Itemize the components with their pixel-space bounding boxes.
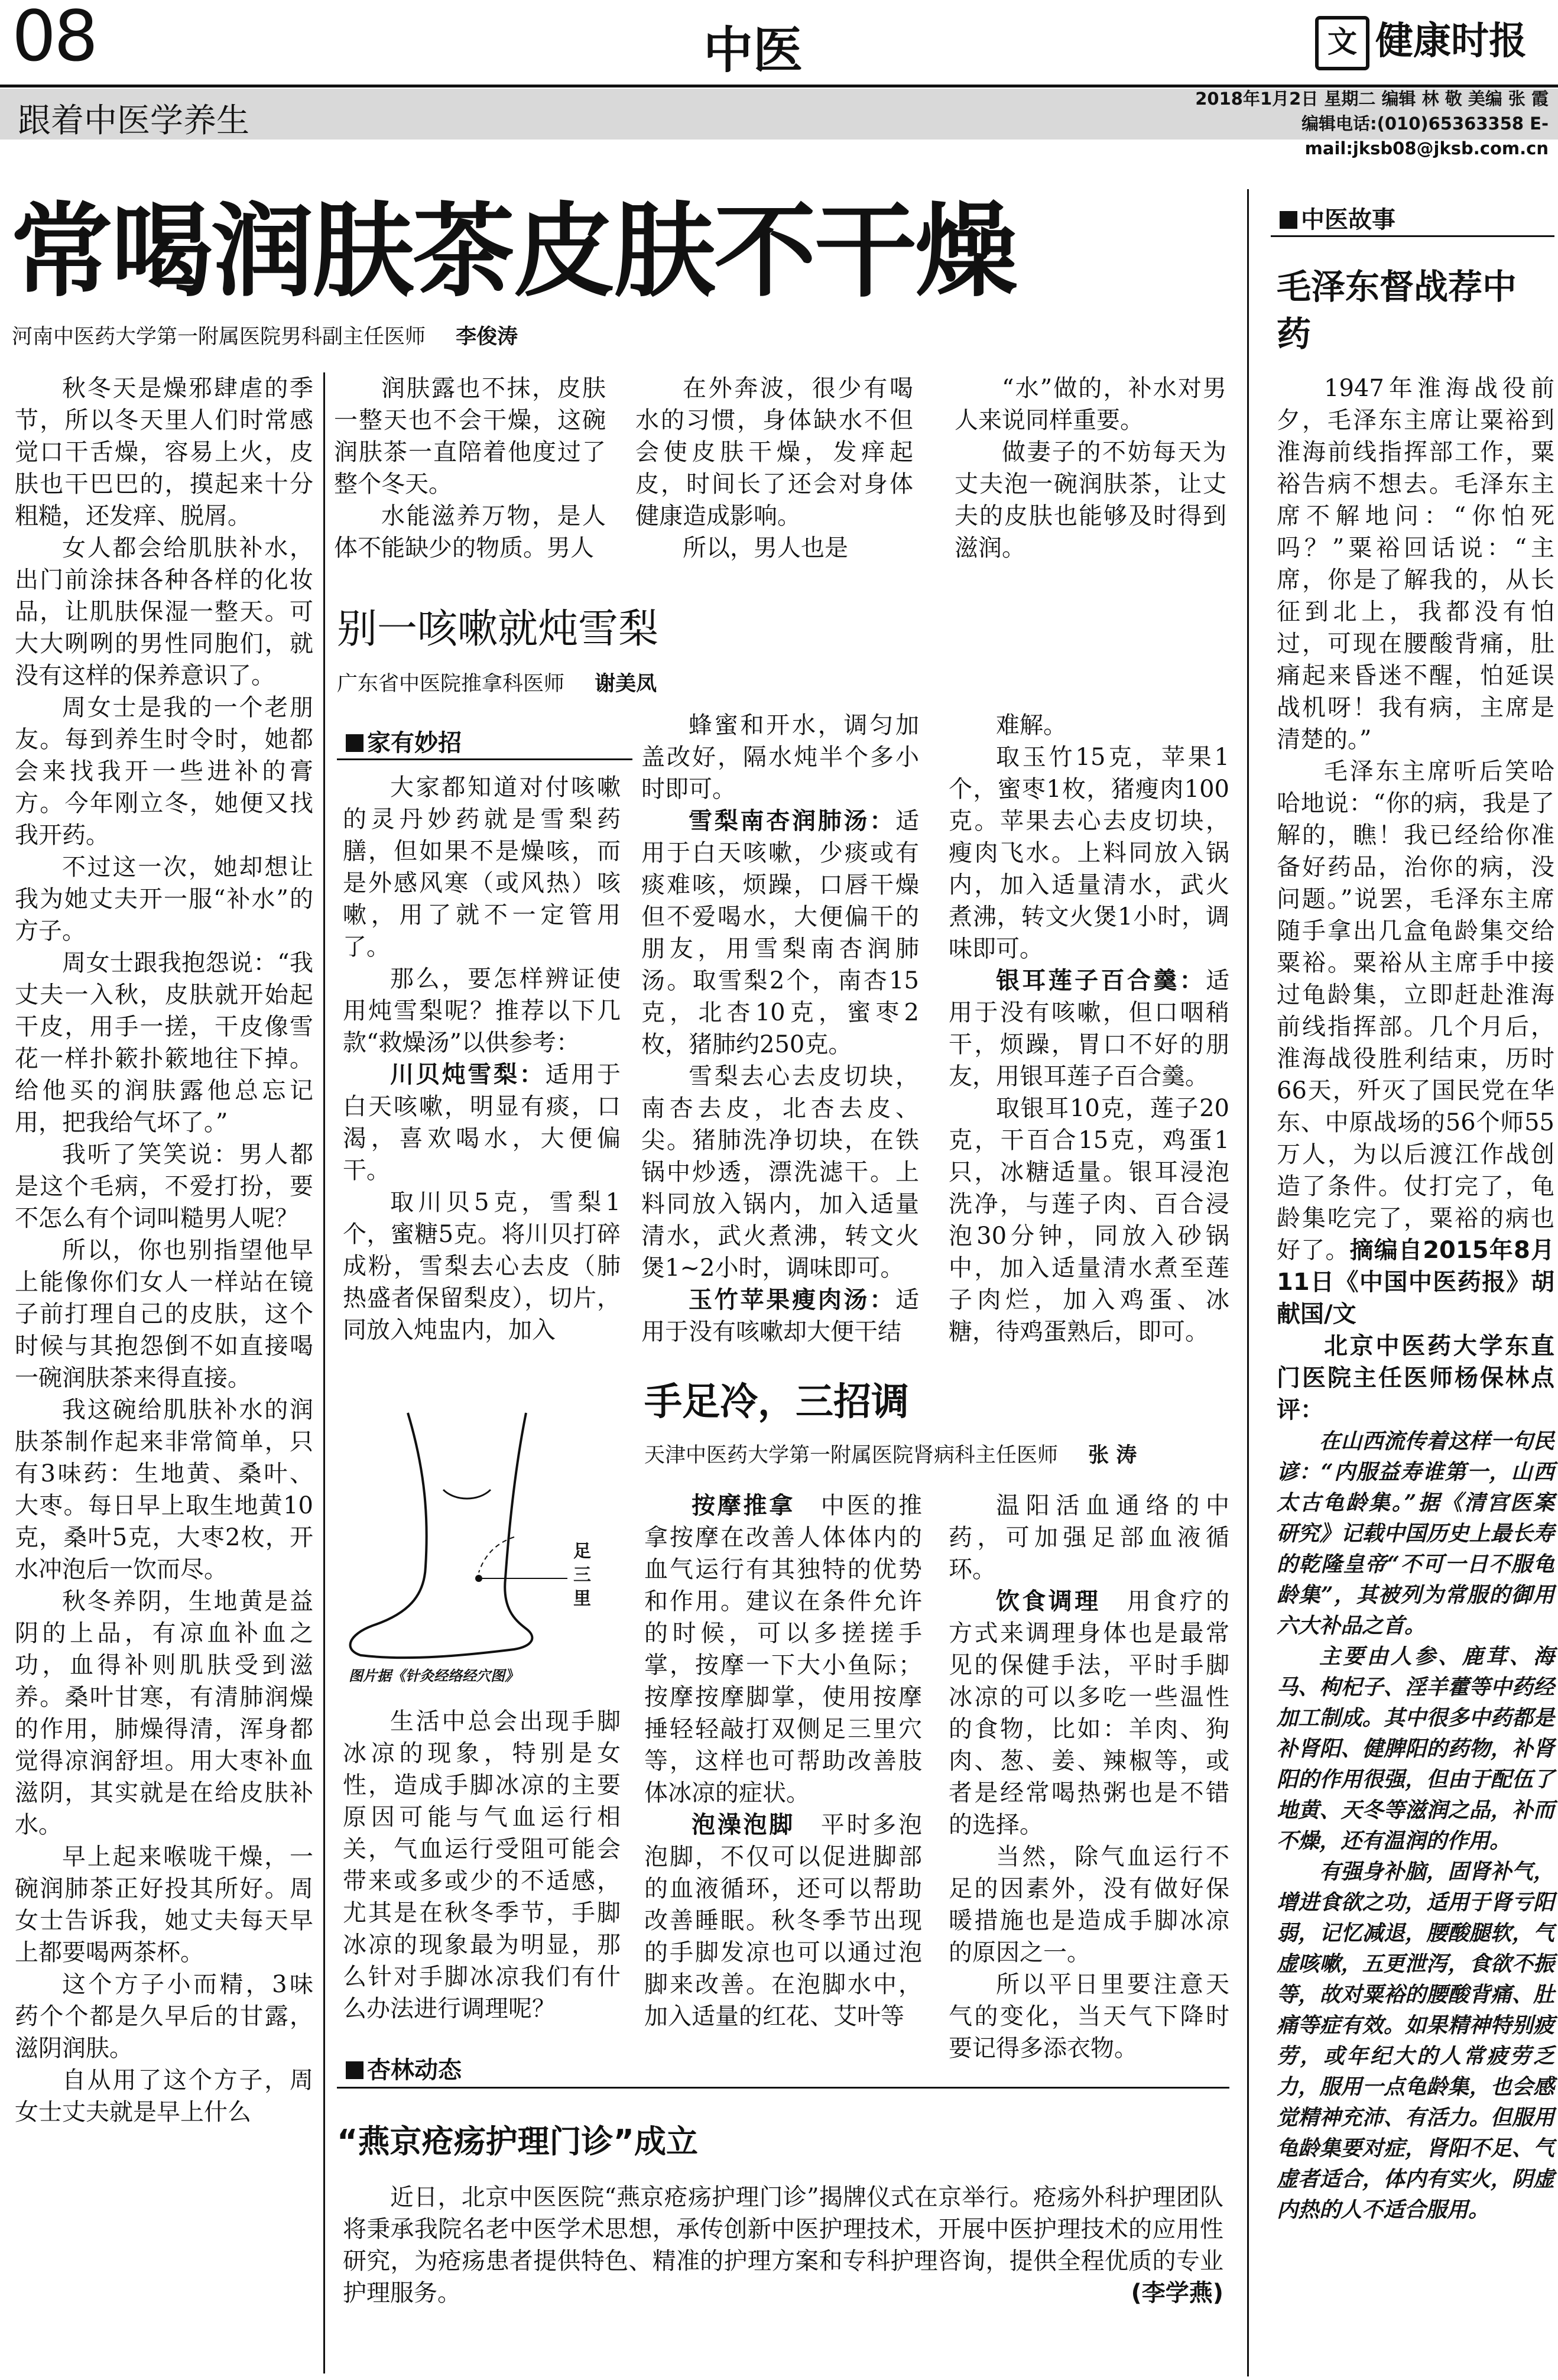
- editor-contact: 编辑电话:(010)65363358 E-mail:jksb08@jksb.com.cn: [1301, 114, 1549, 158]
- paragraph: 自从用了这个方子，周女士丈夫就是早上什么: [15, 2067, 313, 2126]
- paragraph: 秋冬天是燥邪肆虐的季节，所以冬天里人们时常感觉口干舌燥，容易上火，皮肤也干巴巴的，摸起来十分粗糙，还发痒、脱屑。: [15, 375, 313, 530]
- pear-col-2: [641, 709, 919, 1392]
- paragraph: 取玉竹15克，苹果1个，蜜枣1枚，猪瘦肉100克。苹果去心去皮切块，瘦肉飞水。上料同放入锅内，加入适量清水，武火煮沸，转文火煲1小时，调味即可。: [949, 744, 1229, 962]
- edition-info: [1070, 86, 1549, 161]
- sidebar-story-body: [1277, 372, 1554, 2371]
- pear-byline-name: 谢美凤: [595, 672, 657, 696]
- sidebar-section-tag: [1280, 201, 1395, 235]
- paragraph: 大家都知道对付咳嗽的灵丹妙药就是雪梨药膳，但如果不是燥咳，而是外感风寒（或风热）咳嗽，用了就不一定管用了。: [343, 774, 621, 961]
- square-bullet-icon: [346, 2061, 363, 2079]
- paragraph: 我这碗给肌肤补水的润肤茶制作起来非常简单，只有3味药：生地黄、桑叶、大枣。每日早上取生地黄10克，桑叶5克，大枣2枚，开水冲泡后一饮而尽。: [15, 1396, 313, 1583]
- logo-text: 健康时报: [1375, 20, 1527, 63]
- paragraph: 温阳活血通络的中药，可加强足部血液循环。: [949, 1492, 1229, 1583]
- paragraph: 饮食调理 用食疗的方式来调理身体也是最常见的保健手法，平时手脚冰凉的可以多吃一些温性的食物，比如：羊肉、狗肉、葱、姜、辣椒等，或者是经常喝热粥也是不错的选择。: [949, 1588, 1229, 1838]
- main-byline: [12, 324, 518, 350]
- square-bullet-icon: [346, 734, 363, 752]
- paragraph: 川贝炖雪梨：适用于白天咳嗽，明显有痰，口渴，喜欢喝水，大便偏干。: [343, 1061, 621, 1184]
- sidebar-story-title: 毛泽东督战荐中药: [1277, 267, 1517, 354]
- pear-col-3: [949, 709, 1229, 1395]
- pear-byline: [337, 671, 657, 697]
- paragraph: 按摩推拿 中医的推拿按摩在改善人体体内的血气运行有其独特的优势和作用。建议在条件允许的时候，可以多搓搓手掌，按摩一下大小鱼际；按摩按摩脚掌，使用按摩捶轻轻敲打双侧足三里穴等，这样也可帮助改善肢体冰凉的症状。: [644, 1492, 922, 1807]
- paragraph: 所以平日里要注意天气的变化，当天气下降时要记得多添衣物。: [949, 1971, 1229, 2062]
- paragraph: 取川贝5克，雪梨1个，蜜糖5克。将川贝打碎成粉，雪梨去心去皮（肺热盛者保留梨皮），切片，同放入炖盅内，加入: [343, 1189, 621, 1344]
- paragraph: 有强身补脑，固肾补气，增进食欲之功，适用于肾亏阳弱，记忆减退，腰酸腿软，气虚咳嗽，五更泄泻，食欲不振等，故对粟裕的腰酸背痛、肚痛等症有效。如果精神特别疲劳，或年纪大的人常疲劳乏力，服用一点龟龄集，也会感觉精神充沛、有活力。但服用龟龄集要对症，肾阳不足、气虚者适合，体内有实火，阴虚内热的人不适合服用。: [1277, 1859, 1554, 2222]
- paragraph: 周女士跟我抱怨说：“我丈夫一入秋，皮肤就开始起干皮，用手一搓，干皮像雪花一样扑簌扑簌地往下掉。给他买的润肤露他总忘记用，把我给气坏了。”: [15, 949, 313, 1136]
- acupoint-label: 足三里: [573, 1541, 591, 1609]
- cold-byline-name: 张 涛: [1088, 1444, 1137, 1467]
- paragraph: 当然，除气血运行不足的因素外，没有做好保暖措施也是造成手脚冰凉的原因之一。: [949, 1843, 1229, 1966]
- square-bullet-icon: [1280, 211, 1297, 229]
- paragraph: 女人都会给肌肤补水，出门前涂抹各种各样的化妆品，让肌肤保湿一整天。可大大咧咧的男性同胞们，就没有这样的保养意识了。: [15, 534, 313, 689]
- paragraph: 水能滋养万物，是人体不能缺少的物质。男人: [334, 502, 606, 562]
- paragraph: 这个方子小而精，3味药个个都是久早后的甘露，滋阴润肤。: [15, 1971, 313, 2062]
- date-editors: 2018年1月2日 星期二 编辑 林 敬 美编 张 霞: [1195, 89, 1549, 109]
- page-number: 08: [12, 0, 96, 77]
- paragraph: “水”做的，补水对男人来说同样重要。: [955, 375, 1226, 434]
- paragraph: 不过这一次，她却想让我为她丈夫开一服“补水”的方子。: [15, 854, 313, 945]
- news-rule: [337, 2087, 1229, 2089]
- cold-byline-org: 天津中医药大学第一附属医院肾病科主任医师: [644, 1444, 1059, 1467]
- sidebar-tag-underline: [1271, 235, 1554, 237]
- sidebar-tag-label: 中医故事: [1301, 206, 1395, 234]
- paragraph: 玉竹苹果瘦肉汤：适用于没有咳嗽却大便干结: [641, 1286, 919, 1345]
- paragraph: 做妻子的不妨每天为丈夫泡一碗润肤茶，让丈夫的皮肤也能够及时得到滋润。: [955, 439, 1226, 562]
- paragraph: 泡澡泡脚 平时多泡泡脚，不仅可以促进脚部的血液循环，还可以帮助改善睡眠。秋冬季节出现的手脚发凉也可以通过泡脚来改善。在泡脚水中，加入适量的红花、艾叶等: [644, 1811, 922, 2030]
- main-headline: 常喝润肤茶皮肤不干燥: [11, 192, 1016, 311]
- paragraph: 毛泽东主席听后笑哈哈地说：“你的病，我是了解的，瞧！我已经给你准备好药品，治你的病，没问题。”说罢，毛泽东主席随手拿出几盒龟龄集交给粟裕。粟裕从主席手中接过龟龄集，立即赶赴淮海前线指挥部。几个月后，淮海战役胜利结束，历时66天，歼灭了国民党在华东、中原战场的56个师55万人，为以后渡江作战创造了条件。仗打完了，龟龄集吃完了，粟裕的病也好了。摘编自2015年8月11日《中国中医药报》胡献国/文: [1277, 758, 1554, 1328]
- paragraph: 取银耳10克，莲子20克，干百合15克，鸡蛋1只，冰糖适量。银耳浸泡洗净，与莲子肉、百合浸泡30分钟，同放入砂锅中，加入适量清水煮至莲子肉烂，加入鸡蛋、冰糖，待鸡蛋熟后，即可。: [949, 1095, 1229, 1345]
- paragraph: 雪梨去心去皮切块，南杏去皮，北杏去皮、尖。猪肺洗净切块，在铁锅中炒透，漂洗滤干。上料同放入锅内，加入适量清水，武火煮沸，转文火煲1~2小时，调味即可。: [641, 1063, 919, 1282]
- logo-mark-icon: 文: [1315, 16, 1369, 70]
- sidebar-comment-intro: 北京中医药大学东直门医院主任医师杨保林点评：: [1277, 1332, 1554, 1424]
- pear-byline-org: 广东省中医院推拿科医师: [337, 672, 565, 696]
- pear-tag-label: 家有妙招: [367, 729, 462, 757]
- cold-byline: [644, 1442, 1137, 1468]
- sidebar-comment: [1277, 1426, 1554, 2225]
- news-section-tag: [346, 2051, 462, 2085]
- column-rule: [323, 372, 325, 2373]
- news-tag-label: 杏林动态: [367, 2057, 462, 2084]
- sidebar-paras: [1277, 372, 1554, 1330]
- paragraph: 生活中总会出现手脚冰凉的现象，特别是女性，造成手脚冰凉的主要原因可能与气血运行相关，气血运行受阻可能会带来或多或少的不适感，尤其是在秋冬季节，手脚冰凉的现象最为明显，那么针对手脚冰凉我们有什么办法进行调理呢？: [343, 1708, 621, 2022]
- main-col-2: [334, 372, 606, 562]
- pear-section-tag: [346, 724, 462, 758]
- image-caption: 图片据《针灸经络经穴图》: [349, 1668, 519, 1684]
- main-col-4: [955, 372, 1226, 562]
- paragraph: 1947年淮海战役前夕，毛泽东主席让粟裕到淮海前线指挥部工作，粟裕告病不想去。毛泽东主席不解地问：“你怕死吗？”粟裕回话说：“主席，你是了解我的，从长征到北上，我都没有怕过，可现在腰酸背痛，肚痛起来昏迷不醒，怕延误战机呀！我有病，主席是清楚的。”: [1277, 375, 1554, 753]
- news-body: [343, 2181, 1223, 2341]
- news-paragraph: 近日，北京中医医院“燕京疮疡护理门诊”揭牌仪式在京举行。疮疡外科护理团队将秉承我院名老中医学术思想，承传创新中医护理技术，开展中医护理技术的应用性研究，为疮疡患者提供特色、精准的护理方案和专科护理咨询，提供全程优质的专业护理服务。: [343, 2184, 1223, 2307]
- news-author: (李学燕): [1131, 2280, 1223, 2307]
- newspaper-logo: [1315, 11, 1551, 67]
- paragraph: 早上起来喉咙干燥，一碗润肺茶正好投其所好。周女士告诉我，她丈夫每天早上都要喝两茶杯。: [15, 1843, 313, 1966]
- paragraph: 那么，要怎样辨证使用炖雪梨呢？推荐以下几款“救燥汤”以供参考：: [343, 965, 621, 1056]
- main-col-3: [635, 372, 913, 562]
- cold-col-1: [343, 1705, 621, 2037]
- section-title: 中医: [703, 21, 803, 79]
- paragraph: 润肤露也不抹，皮肤一整天也不会干燥，这碗润肤茶一直陪着他度过了整个冬天。: [334, 375, 606, 498]
- news-title: “燕京疮疡护理门诊”成立: [337, 2123, 698, 2160]
- pear-col-1: [343, 771, 621, 1401]
- main-byline-name: 李俊涛: [456, 325, 518, 349]
- paragraph: 我听了笑笑说：男人都是这个毛病，不爱打扮，要不怎么有个词叫糙男人呢？: [15, 1141, 313, 1232]
- paragraph: 周女士是我的一个老朋友。每到养生时令时，她都会来找我开一些进补的膏方。今年刚立冬，她便又找我开药。: [15, 694, 313, 849]
- paragraph: 所以，男人也是: [683, 534, 848, 562]
- sidebar-rule: [1247, 189, 1249, 2376]
- paragraph: 在山西流传着这样一句民谚：“内服益寿谁第一，山西太古龟龄集。”据《清宫医案研究》记载中国历史上最长寿的乾隆皇帝“不可一日不服龟龄集”，其被列为常服的御用六大补品之首。: [1277, 1429, 1554, 1638]
- acupoint-illustration: [337, 1401, 615, 1685]
- tag-underline: [337, 758, 632, 760]
- cold-col-3: [949, 1490, 1229, 2062]
- paragraph: 难解。: [996, 712, 1067, 739]
- paragraph: 雪梨南杏润肺汤：适用于白天咳嗽，少痰或有痰难咳，烦躁，口唇干燥但不爱喝水，大便偏干的朋友，用雪梨南杏润肺汤。取雪梨2个，南杏15克，北杏10克，蜜枣2枚，猪肺约250克。: [641, 808, 919, 1058]
- paragraph: 主要由人参、鹿茸、海马、枸杞子、淫羊藿等中药经加工制成。其中很多中药都是补肾阳、健脾阳的药物，补肾阳的作用很强，但由于配伍了地黄、天冬等滋润之品，补而不燥，还有温润的作用。: [1277, 1644, 1554, 1853]
- paragraph: 秋冬养阴，生地黄是益阴的上品，有凉血补血之功，血得补则肌肤受到滋养。桑叶甘寒，有清肺润燥的作用，肺燥得清，浑身都觉得凉润舒坦。用大枣补血滋阴，其实就是在给皮肤补水。: [15, 1588, 313, 1838]
- main-byline-org: 河南中医药大学第一附属医院男科副主任医师: [12, 325, 426, 349]
- paragraph: 所以，你也别指望他早上能像你们女人一样站在镜子前打理自己的皮肤，这个时候与其抱怨倒不如直接喝一碗润肤茶来得直接。: [15, 1237, 313, 1392]
- pear-article-title: 别一咳嗽就炖雪梨: [337, 606, 659, 653]
- paragraph: 在外奔波，很少有喝水的习惯，身体缺水不但会使皮肤干燥，发痒起皮，时间长了还会对身体健康造成影响。: [635, 375, 913, 530]
- main-col-1: [15, 372, 313, 2373]
- paragraph: 蜂蜜和开水，调匀加盖改好，隔水炖半个多小时即可。: [641, 712, 919, 803]
- paragraph: 银耳莲子百合羹：适用于没有咳嗽，但口咽稍干，烦躁，胃口不好的朋友，用银耳莲子百合羹。: [949, 967, 1229, 1090]
- cold-article-title: 手足冷，三招调: [644, 1380, 909, 1424]
- cold-col-2: [644, 1490, 922, 2037]
- page-subtitle: 跟着中医学养生: [18, 102, 249, 140]
